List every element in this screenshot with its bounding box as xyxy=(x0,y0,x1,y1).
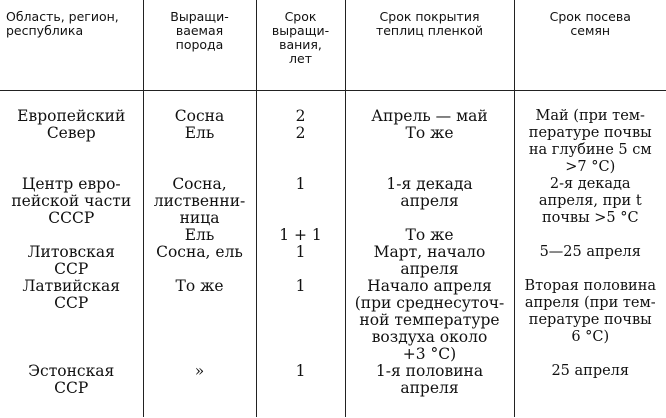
table-header-row xyxy=(0,0,666,91)
cell-period: 1 xyxy=(256,176,345,227)
cell-period: 1 + 1 xyxy=(256,227,345,244)
table-row xyxy=(0,278,666,363)
header-period: Срок выращи- вания, лет xyxy=(256,0,345,91)
cell-region: Литовская ССР xyxy=(27,243,115,278)
cell-sowing: 5—25 апреля xyxy=(514,244,666,278)
cell-period: 1 xyxy=(256,244,345,278)
table-row xyxy=(0,108,666,176)
cell-period: 1 xyxy=(256,278,345,363)
cell-region: Эстонская ССР xyxy=(28,362,115,397)
cell-sowing: Май (при тем- пературе почвы на глубине 5 см >7 °С) xyxy=(514,108,666,176)
header-region: Область, регион, республика xyxy=(0,0,143,91)
table-row xyxy=(0,176,666,227)
cell-species: Ель xyxy=(143,227,256,244)
header-sowing: Срок посева семян xyxy=(514,0,666,91)
cell-species: То же xyxy=(143,278,256,363)
cell-species: Сосна, лиственни- ница xyxy=(143,176,256,227)
cell-cover: Апрель — май То же xyxy=(345,108,514,176)
cell-period: 1 xyxy=(256,363,345,417)
table-row xyxy=(0,244,666,278)
cell-cover: То же xyxy=(345,227,514,244)
cell-sowing xyxy=(514,227,666,244)
table-row xyxy=(0,227,666,244)
cell-cover: Март, начало апреля xyxy=(345,244,514,278)
cell-period: 2 2 xyxy=(256,108,345,176)
header-species: Выращи- ваемая порода xyxy=(143,0,256,91)
cell-sowing: 2-я декада апреля, при t почвы >5 °С xyxy=(514,176,666,227)
table-spacer xyxy=(0,91,666,109)
table-row xyxy=(0,363,666,417)
cell-species: » xyxy=(143,363,256,417)
cell-region: Европейский Север xyxy=(17,107,126,142)
header-cover: Срок покрытия теплиц пленкой xyxy=(345,0,514,91)
cell-cover: Начало апреля (при среднесуточ- ной температуре воздуха около +3 °С) xyxy=(345,278,514,363)
cell-region: Центр евро- пейской части СССР xyxy=(11,175,132,227)
cell-sowing: 25 апреля xyxy=(514,363,666,417)
cell-species: Сосна Ель xyxy=(143,108,256,176)
cell-species: Сосна, ель xyxy=(143,244,256,278)
cell-cover: 1-я половина апреля xyxy=(345,363,514,417)
cell-region xyxy=(0,227,143,244)
cell-cover: 1-я декада апреля xyxy=(345,176,514,227)
cell-region: Латвийская ССР xyxy=(22,277,121,312)
cell-sowing: Вторая половина апреля (при тем- пературе почвы 6 °С) xyxy=(514,278,666,363)
